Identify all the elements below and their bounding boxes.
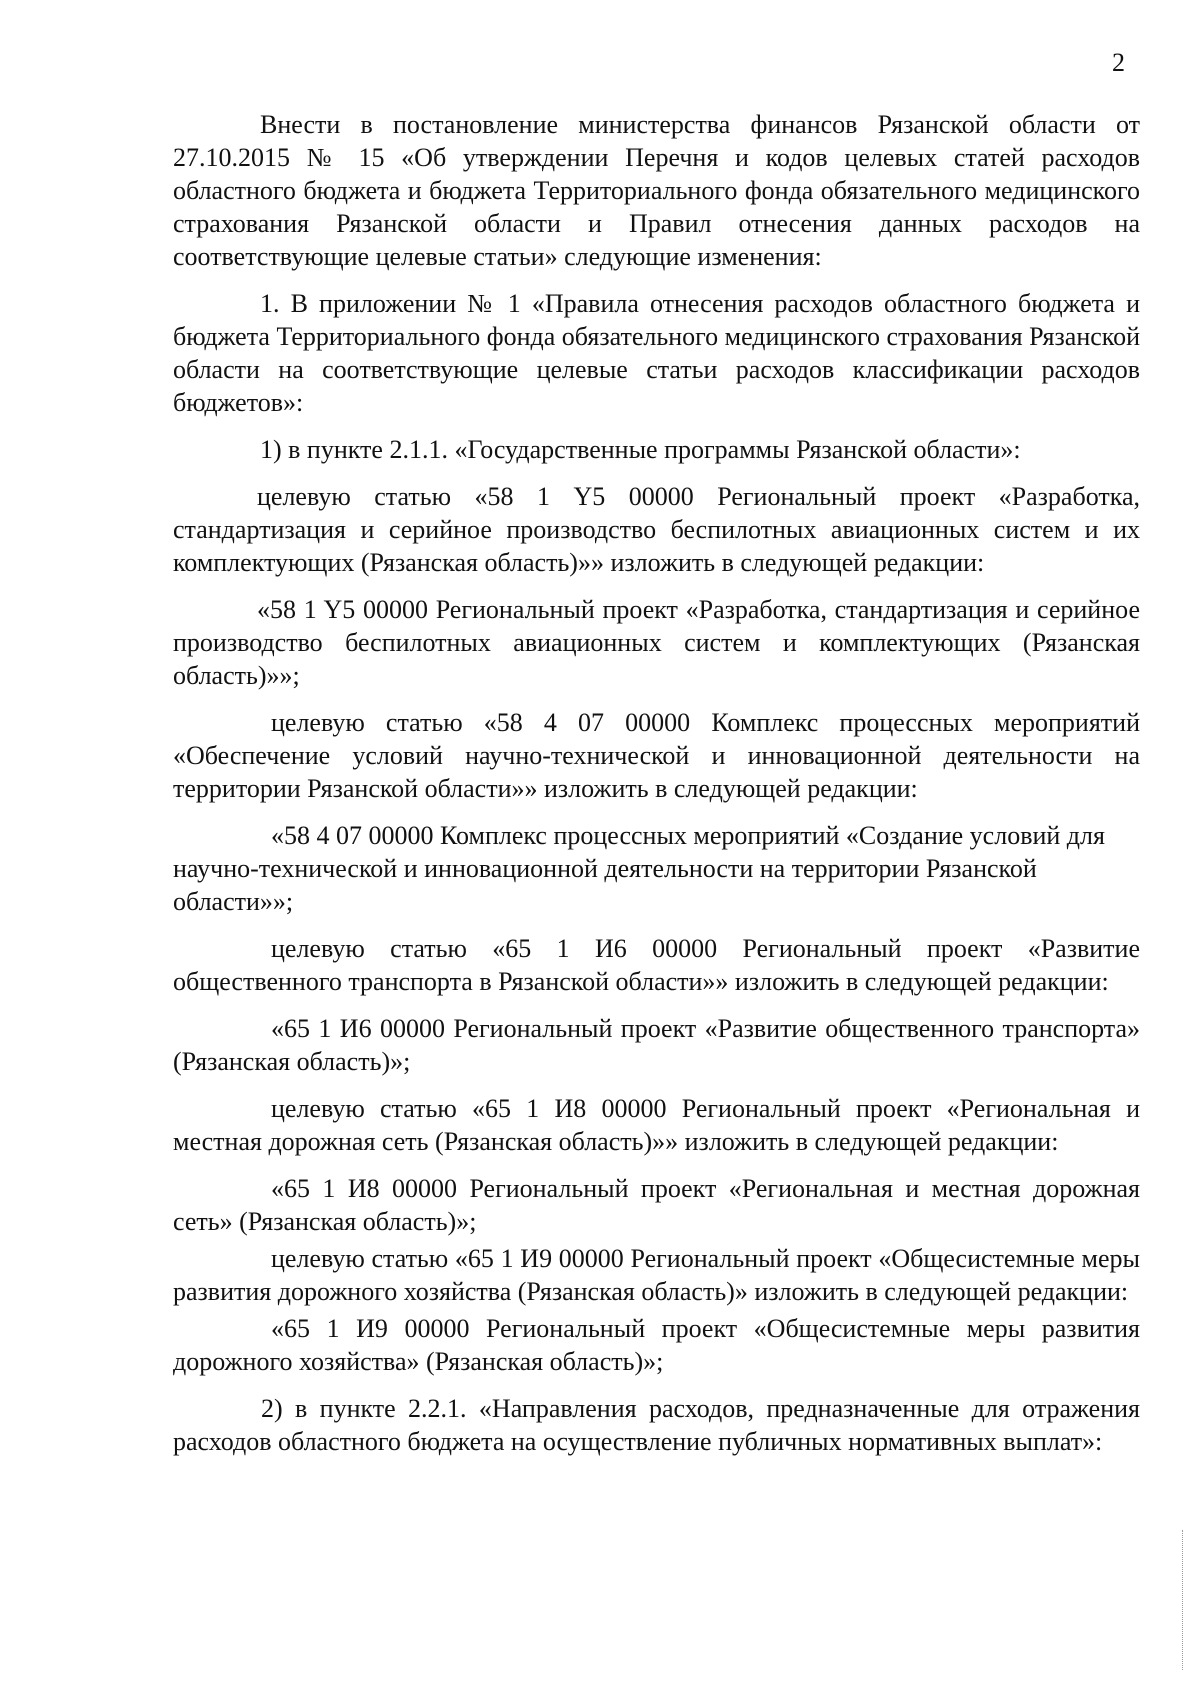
document-body: [173, 108, 1140, 1472]
scan-edge-mark: [1182, 1530, 1185, 1670]
target-article-65-1-i9: целевую статью «65 1 И9 00000 Региональный проект «Общесистемные меры развития дорожного хозяйства (Рязанская область)» изложить в следующей редакции:: [173, 1244, 1140, 1306]
page-number: 2: [1112, 48, 1125, 77]
new-wording-65-1-i8: «65 1 И8 00000 Региональный проект «Региональная и местная дорожная сеть» (Рязанская область)»;: [173, 1174, 1140, 1236]
target-article-58-1-y5: целевую статью «58 1 Y5 00000 Региональный проект «Разработка, стандартизация и серийное производство беспилотных авиационных систем и их комплектующих (Рязанская область)»» изложить в следующей редакции:: [173, 482, 1140, 577]
new-wording-65-1-i6: «65 1 И6 00000 Региональный проект «Развитие общественного транспорта» (Рязанская область)»;: [173, 1014, 1140, 1076]
item-1-paragraph: 1. В приложении № 1 «Правила отнесения расходов областного бюджета и бюджета Территориального фонда обязательного медицинского страхования Рязанской области на соответствующие целевые статьи расходов классификации расходов бюджетов»:: [173, 289, 1140, 417]
subitem-2-paragraph: 2) в пункте 2.2.1. «Направления расходов, предназначенные для отражения расходов областного бюджета на осуществление публичных нормативных выплат»:: [173, 1394, 1140, 1456]
subitem-1-paragraph: 1) в пункте 2.1.1. «Государственные программы Рязанской области»:: [260, 435, 1021, 464]
intro-paragraph: Внести в постановление министерства финансов Рязанской области от 27.10.2015 № 15 «Об утверждении Перечня и кодов целевых статей расходов областного бюджета и бюджета Территориального фонда обязательного медицинского страхования Рязанской области и Правил отнесения данных расходов на соответствующие целевые статьи» следующие изменения:: [173, 110, 1140, 271]
new-wording-65-1-i9: «65 1 И9 00000 Региональный проект «Общесистемные меры развития дорожного хозяйства» (Рязанская область)»;: [173, 1314, 1140, 1376]
target-article-65-1-i8: целевую статью «65 1 И8 00000 Региональный проект «Региональная и местная дорожная сеть (Рязанская область)»» изложить в следующей редакции:: [173, 1094, 1140, 1156]
new-wording-58-1-y5: «58 1 Y5 00000 Региональный проект «Разработка, стандартизация и серийное производство беспилотных авиационных систем и комплектующих (Рязанская область)»»;: [173, 595, 1140, 690]
new-wording-58-4-07: «58 4 07 00000 Комплекс процессных мероприятий «Создание условий для научно-технической и инновационной деятельности на территории Рязанской области»»;: [173, 821, 1105, 916]
target-article-58-4-07: целевую статью «58 4 07 00000 Комплекс процессных мероприятий «Обеспечение условий научно-технической и инновационной деятельности на территории Рязанской области»» изложить в следующей редакции:: [173, 708, 1140, 803]
target-article-65-1-i6: целевую статью «65 1 И6 00000 Региональный проект «Развитие общественного транспорта в Рязанской области»» изложить в следующей редакции:: [173, 934, 1140, 996]
